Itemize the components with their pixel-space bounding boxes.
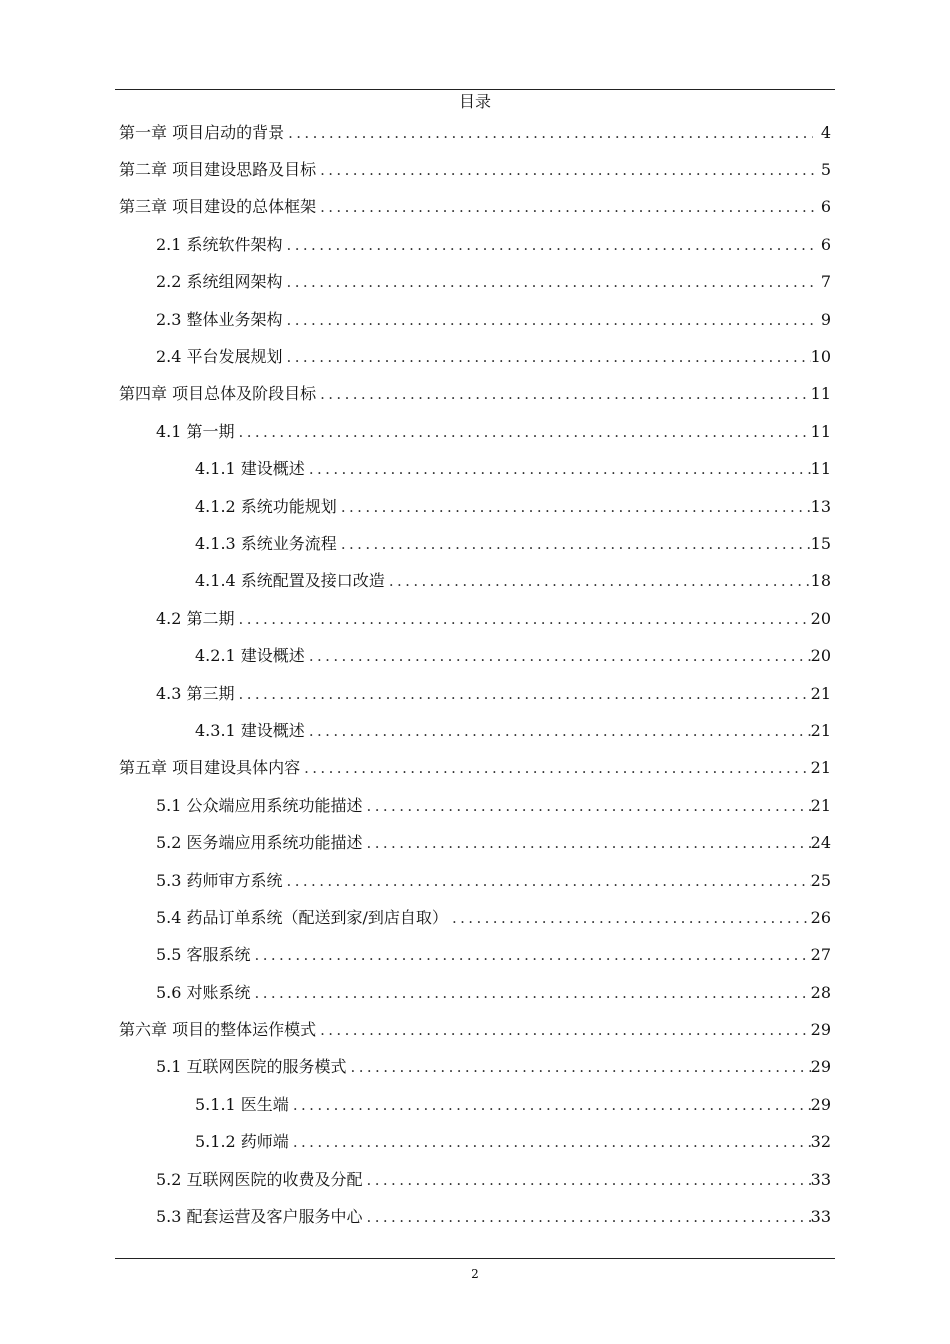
toc-entry[interactable]	[0, 226, 950, 263]
dot-leader	[239, 422, 811, 442]
toc-entry[interactable]	[0, 114, 950, 151]
toc-entry-label: 5.1.2 药师端	[195, 1132, 289, 1152]
toc-entry[interactable]	[0, 151, 950, 188]
dot-leader	[341, 534, 811, 554]
toc-entry-label: 5.5 客服系统	[156, 945, 251, 965]
dot-leader	[239, 684, 811, 704]
toc-entry-label: 4.1.2 系统功能规划	[195, 496, 337, 516]
toc-entry-page: 21	[810, 683, 831, 703]
dot-leader	[367, 796, 811, 816]
toc-entry[interactable]	[0, 1124, 950, 1161]
toc-entry-page: 15	[810, 533, 831, 553]
toc-entry[interactable]	[0, 563, 950, 600]
toc-entry-page: 29	[810, 1094, 831, 1114]
toc-entry-page: 27	[810, 945, 831, 965]
dot-leader	[309, 721, 811, 741]
toc-entry-label: 4.2 第二期	[156, 608, 235, 628]
toc-entry-page: 11	[810, 421, 831, 441]
dot-leader	[255, 983, 811, 1003]
toc-entry[interactable]	[0, 862, 950, 899]
toc-entry-page: 26	[810, 907, 831, 927]
toc-entry-label: 5.3 配套运营及客户服务中心	[156, 1207, 363, 1227]
toc-entry-page: 6	[820, 234, 831, 254]
dot-leader	[239, 609, 811, 629]
footer-rule	[115, 1258, 835, 1259]
toc-entry[interactable]	[0, 787, 950, 824]
toc-entry[interactable]	[0, 637, 950, 674]
dot-leader	[351, 1057, 811, 1077]
toc-entry-label: 第三章 项目建设的总体框架	[119, 197, 317, 217]
page-number: 2	[471, 1267, 479, 1281]
dot-leader	[309, 459, 811, 479]
toc-entry[interactable]	[0, 1086, 950, 1123]
dot-leader	[341, 497, 811, 517]
toc-entry-label: 4.1.4 系统配置及接口改造	[195, 571, 385, 591]
toc-entry-page: 9	[820, 309, 831, 329]
toc-entry-page: 18	[810, 571, 831, 591]
dot-leader	[287, 347, 811, 367]
toc-entry[interactable]	[0, 974, 950, 1011]
toc-entry-page: 32	[810, 1132, 831, 1152]
dot-leader	[288, 123, 813, 143]
toc-entry-label: 第四章 项目总体及阶段目标	[119, 384, 317, 404]
toc-entry-label: 4.1.3 系统业务流程	[195, 533, 337, 553]
dot-leader	[287, 310, 813, 330]
dot-leader	[320, 1020, 811, 1040]
toc-entry[interactable]	[0, 1198, 950, 1235]
toc-entry-label: 2.2 系统组网架构	[156, 272, 283, 292]
toc-entry-page: 13	[810, 496, 831, 516]
dot-leader	[367, 1170, 811, 1190]
toc-entry-page: 7	[820, 272, 831, 292]
toc-entry-label: 4.1.1 建设概述	[195, 459, 305, 479]
toc-entry[interactable]	[0, 264, 950, 301]
header-rule	[115, 89, 835, 90]
dot-leader	[309, 646, 811, 666]
toc-entry-label: 第一章 项目启动的背景	[119, 122, 285, 142]
toc-entry-page: 33	[810, 1169, 831, 1189]
toc-entry[interactable]	[0, 189, 950, 226]
dot-leader	[320, 160, 814, 180]
toc-entry-page: 20	[810, 646, 831, 666]
toc-entry[interactable]	[0, 1011, 950, 1048]
toc-entry[interactable]	[0, 824, 950, 861]
toc-entry-label: 5.1 互联网医院的服务模式	[156, 1057, 347, 1077]
toc-entry[interactable]	[0, 712, 950, 749]
toc-entry-label: 4.1 第一期	[156, 421, 235, 441]
toc-entry-page: 29	[810, 1057, 831, 1077]
toc-entry-label: 5.6 对账系统	[156, 982, 251, 1002]
dot-leader	[255, 945, 811, 965]
toc-entry[interactable]	[0, 413, 950, 450]
dot-leader	[287, 272, 813, 292]
dot-leader	[320, 197, 814, 217]
toc-entry-page: 11	[810, 459, 831, 479]
dot-leader	[367, 1207, 811, 1227]
dot-leader	[287, 871, 811, 891]
toc-entry-label: 5.4 药品订单系统（配送到家/到店自取）	[156, 907, 448, 927]
toc-entry-page: 6	[820, 197, 831, 217]
dot-leader	[389, 571, 811, 591]
toc-entry-page: 10	[810, 347, 831, 367]
toc-entry[interactable]	[0, 488, 950, 525]
toc-entry[interactable]	[0, 301, 950, 338]
toc-entry[interactable]	[0, 451, 950, 488]
toc-entry[interactable]	[0, 376, 950, 413]
toc-entry-page: 21	[810, 720, 831, 740]
dot-leader	[367, 833, 811, 853]
dot-leader	[293, 1132, 811, 1152]
toc-entry-label: 第五章 项目建设具体内容	[119, 758, 301, 778]
toc-entry-label: 5.1 公众端应用系统功能描述	[156, 795, 363, 815]
toc-entry-label: 2.3 整体业务架构	[156, 309, 283, 329]
toc-entry-page: 29	[810, 1020, 831, 1040]
toc-entry-label: 4.3.1 建设概述	[195, 720, 305, 740]
dot-leader	[304, 758, 811, 778]
toc-entry-label: 4.2.1 建设概述	[195, 646, 305, 666]
toc-entry-page: 28	[810, 982, 831, 1002]
dot-leader	[452, 908, 811, 928]
toc-entry[interactable]	[0, 675, 950, 712]
toc-entry-label: 5.1.1 医生端	[195, 1094, 289, 1114]
toc-entry[interactable]	[0, 899, 950, 936]
toc-entry[interactable]	[0, 1049, 950, 1086]
toc-entry-page: 33	[810, 1207, 831, 1227]
dot-leader	[287, 235, 813, 255]
toc-entry-label: 2.1 系统软件架构	[156, 234, 283, 254]
toc-entry-page: 21	[810, 758, 831, 778]
toc-entry[interactable]	[0, 525, 950, 562]
toc-entry-page: 11	[810, 384, 831, 404]
toc-entry-page: 20	[810, 608, 831, 628]
dot-leader	[293, 1095, 811, 1115]
toc-entry-page: 21	[810, 795, 831, 815]
toc-entry-label: 5.2 医务端应用系统功能描述	[156, 833, 363, 853]
toc-entry-label: 4.3 第三期	[156, 683, 235, 703]
toc-entry-label: 5.3 药师审方系统	[156, 870, 283, 890]
toc-title: 目录	[458, 92, 491, 111]
toc-entry-label: 第二章 项目建设思路及目标	[119, 160, 317, 180]
toc-entry[interactable]	[0, 1161, 950, 1198]
toc-entry[interactable]	[0, 937, 950, 974]
toc-entry-page: 4	[820, 122, 831, 142]
toc-entry[interactable]	[0, 600, 950, 637]
toc-entry-label: 2.4 平台发展规划	[156, 347, 283, 367]
toc-entry[interactable]	[0, 338, 950, 375]
toc-entry-page: 5	[820, 160, 831, 180]
toc-entry-label: 5.2 互联网医院的收费及分配	[156, 1169, 363, 1189]
toc-entry-page: 24	[810, 833, 831, 853]
toc-list	[0, 114, 950, 1236]
toc-entry[interactable]	[0, 750, 950, 787]
toc-entry-page: 25	[810, 870, 831, 890]
toc-entry-label: 第六章 项目的整体运作模式	[119, 1020, 317, 1040]
dot-leader	[320, 384, 811, 404]
